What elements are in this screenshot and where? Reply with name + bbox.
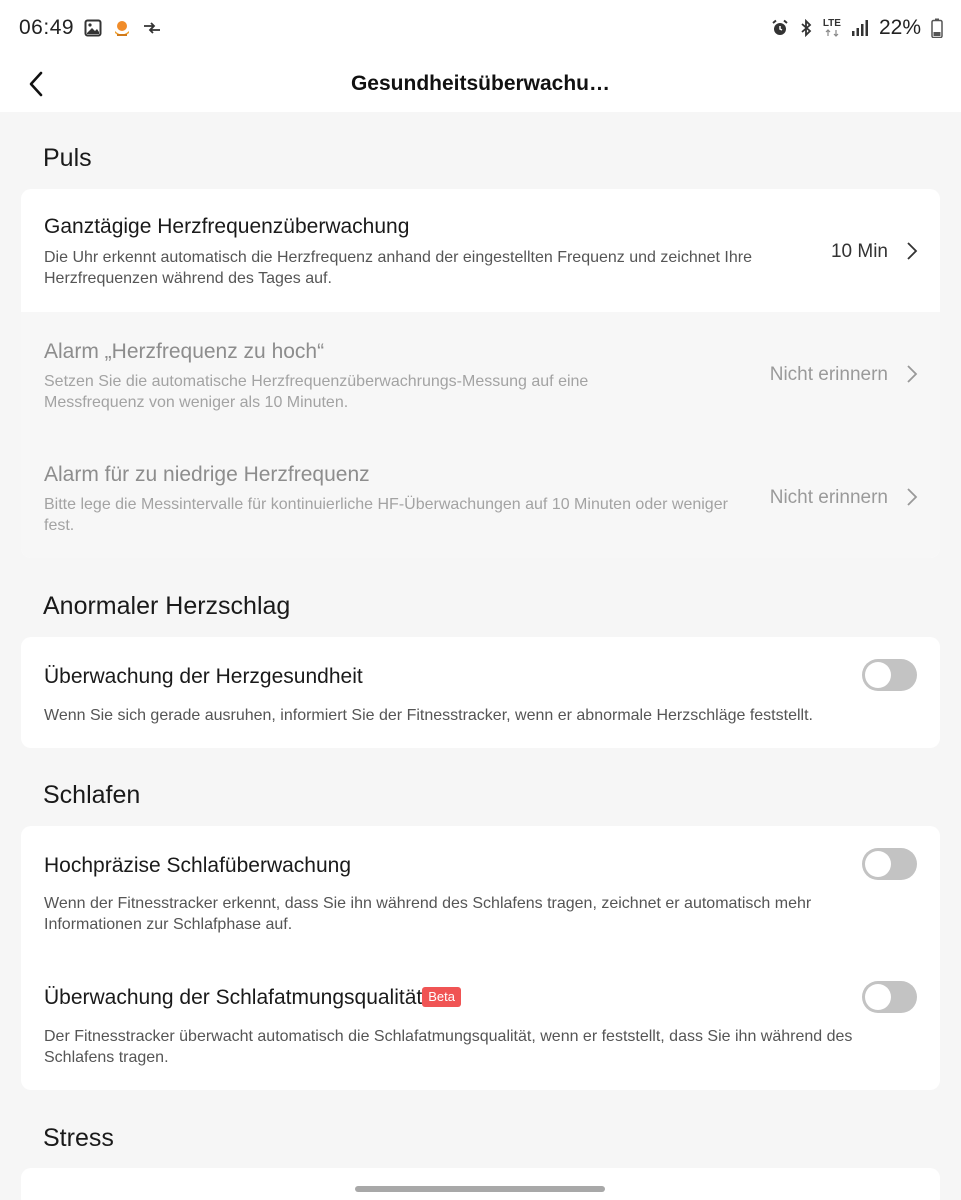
battery-icon xyxy=(931,18,943,38)
row-title: Alarm „Herzfrequenz zu hoch“ xyxy=(44,340,325,363)
network-type: LTE xyxy=(822,18,841,29)
row-description: Setzen Sie die automatische Herzfrequenzüberwachrungs-Messung auf eine Messfrequenz von weniger als 10 Minuten. xyxy=(44,373,589,411)
toggle-knob xyxy=(865,662,891,688)
chevron-right-icon xyxy=(904,364,920,384)
row-value: Nicht erinnern xyxy=(769,364,888,385)
status-time: 06:49 xyxy=(19,16,75,39)
home-indicator[interactable] xyxy=(355,1186,605,1192)
card-stress xyxy=(21,1168,940,1200)
app-header xyxy=(0,56,961,112)
row-title: Alarm für zu niedrige Herzfrequenz xyxy=(44,463,370,486)
row-title: Ganztägige Herzfrequenzüberwachung xyxy=(44,215,410,238)
toggle-knob xyxy=(865,851,891,877)
app-notification-icon xyxy=(112,18,132,38)
status-left xyxy=(19,16,162,40)
section-title-sleep: Schlafen xyxy=(43,781,141,809)
gallery-icon xyxy=(84,19,102,37)
row-description: Der Fitnesstracker überwacht automatisch die Schlafatmungsqualität, wenn er feststellt, dass Sie ihn während des Schlafens tragen. xyxy=(44,1028,853,1066)
row-description: Die Uhr erkennt automatisch die Herzfrequenz anhand der eingestellten Frequenz und zeichnet Ihre Herzfrequenzen während des Tages auf. xyxy=(44,249,752,287)
status-bar xyxy=(0,0,961,56)
back-button[interactable] xyxy=(18,66,54,102)
row-all-day-heart-rate[interactable] xyxy=(21,189,940,312)
alarm-icon xyxy=(771,19,789,37)
sleep-breathing-toggle[interactable] xyxy=(862,981,917,1013)
row-description: Wenn Sie sich gerade ausruhen, informiert Sie der Fitnesstracker, wenn er abnormale Herzschläge feststellt. xyxy=(44,707,813,724)
page-title: Gesundheitsüberwachu… xyxy=(350,72,611,95)
row-title: Überwachung der Herzgesundheit xyxy=(44,665,363,688)
toggle-knob xyxy=(865,984,891,1010)
row-title xyxy=(44,986,461,1010)
row-title-text: Überwachung der Schlafatmungsqualität xyxy=(44,986,423,1009)
row-value: Nicht erinnern xyxy=(769,487,888,508)
precise-sleep-toggle[interactable] xyxy=(862,848,917,880)
row-alarm-high-heart-rate[interactable] xyxy=(21,312,940,435)
row-title: Hochpräzise Schlafüberwachung xyxy=(44,854,352,877)
row-alarm-low-heart-rate[interactable] xyxy=(21,435,940,558)
row-description: Wenn der Fitnesstracker erkennt, dass Sie ihn während des Schlafens tragen, zeichnet er automatisch mehr Informationen zur Schlafphase auf. xyxy=(44,895,812,933)
beta-badge: Beta xyxy=(422,987,461,1007)
heart-health-toggle[interactable] xyxy=(862,659,917,691)
data-transfer-icon xyxy=(142,20,162,36)
chevron-right-icon xyxy=(904,487,920,507)
lte-icon xyxy=(823,19,841,37)
row-value: 10 Min xyxy=(830,241,888,262)
section-title-stress: Stress xyxy=(43,1124,114,1152)
row-description: Bitte lege die Messintervalle für kontinuierliche HF-Überwachungen auf 10 Minuten oder weniger fest. xyxy=(44,496,728,534)
card-abnormal-heartbeat xyxy=(21,637,940,748)
chevron-right-icon xyxy=(904,241,920,261)
signal-icon xyxy=(851,19,869,37)
section-title-puls: Puls xyxy=(43,144,92,172)
status-right xyxy=(771,16,943,40)
section-title-abnormal-heartbeat: Anormaler Herzschlag xyxy=(43,592,291,620)
back-arrow-icon xyxy=(26,70,46,98)
row-heart-health-monitoring xyxy=(21,637,940,748)
battery-percent: 22% xyxy=(878,16,921,39)
card-sleep xyxy=(21,826,940,1090)
row-sleep-breathing-quality xyxy=(21,958,940,1090)
card-puls xyxy=(21,189,940,558)
row-precise-sleep-monitoring xyxy=(21,826,940,958)
bluetooth-icon xyxy=(799,19,813,37)
